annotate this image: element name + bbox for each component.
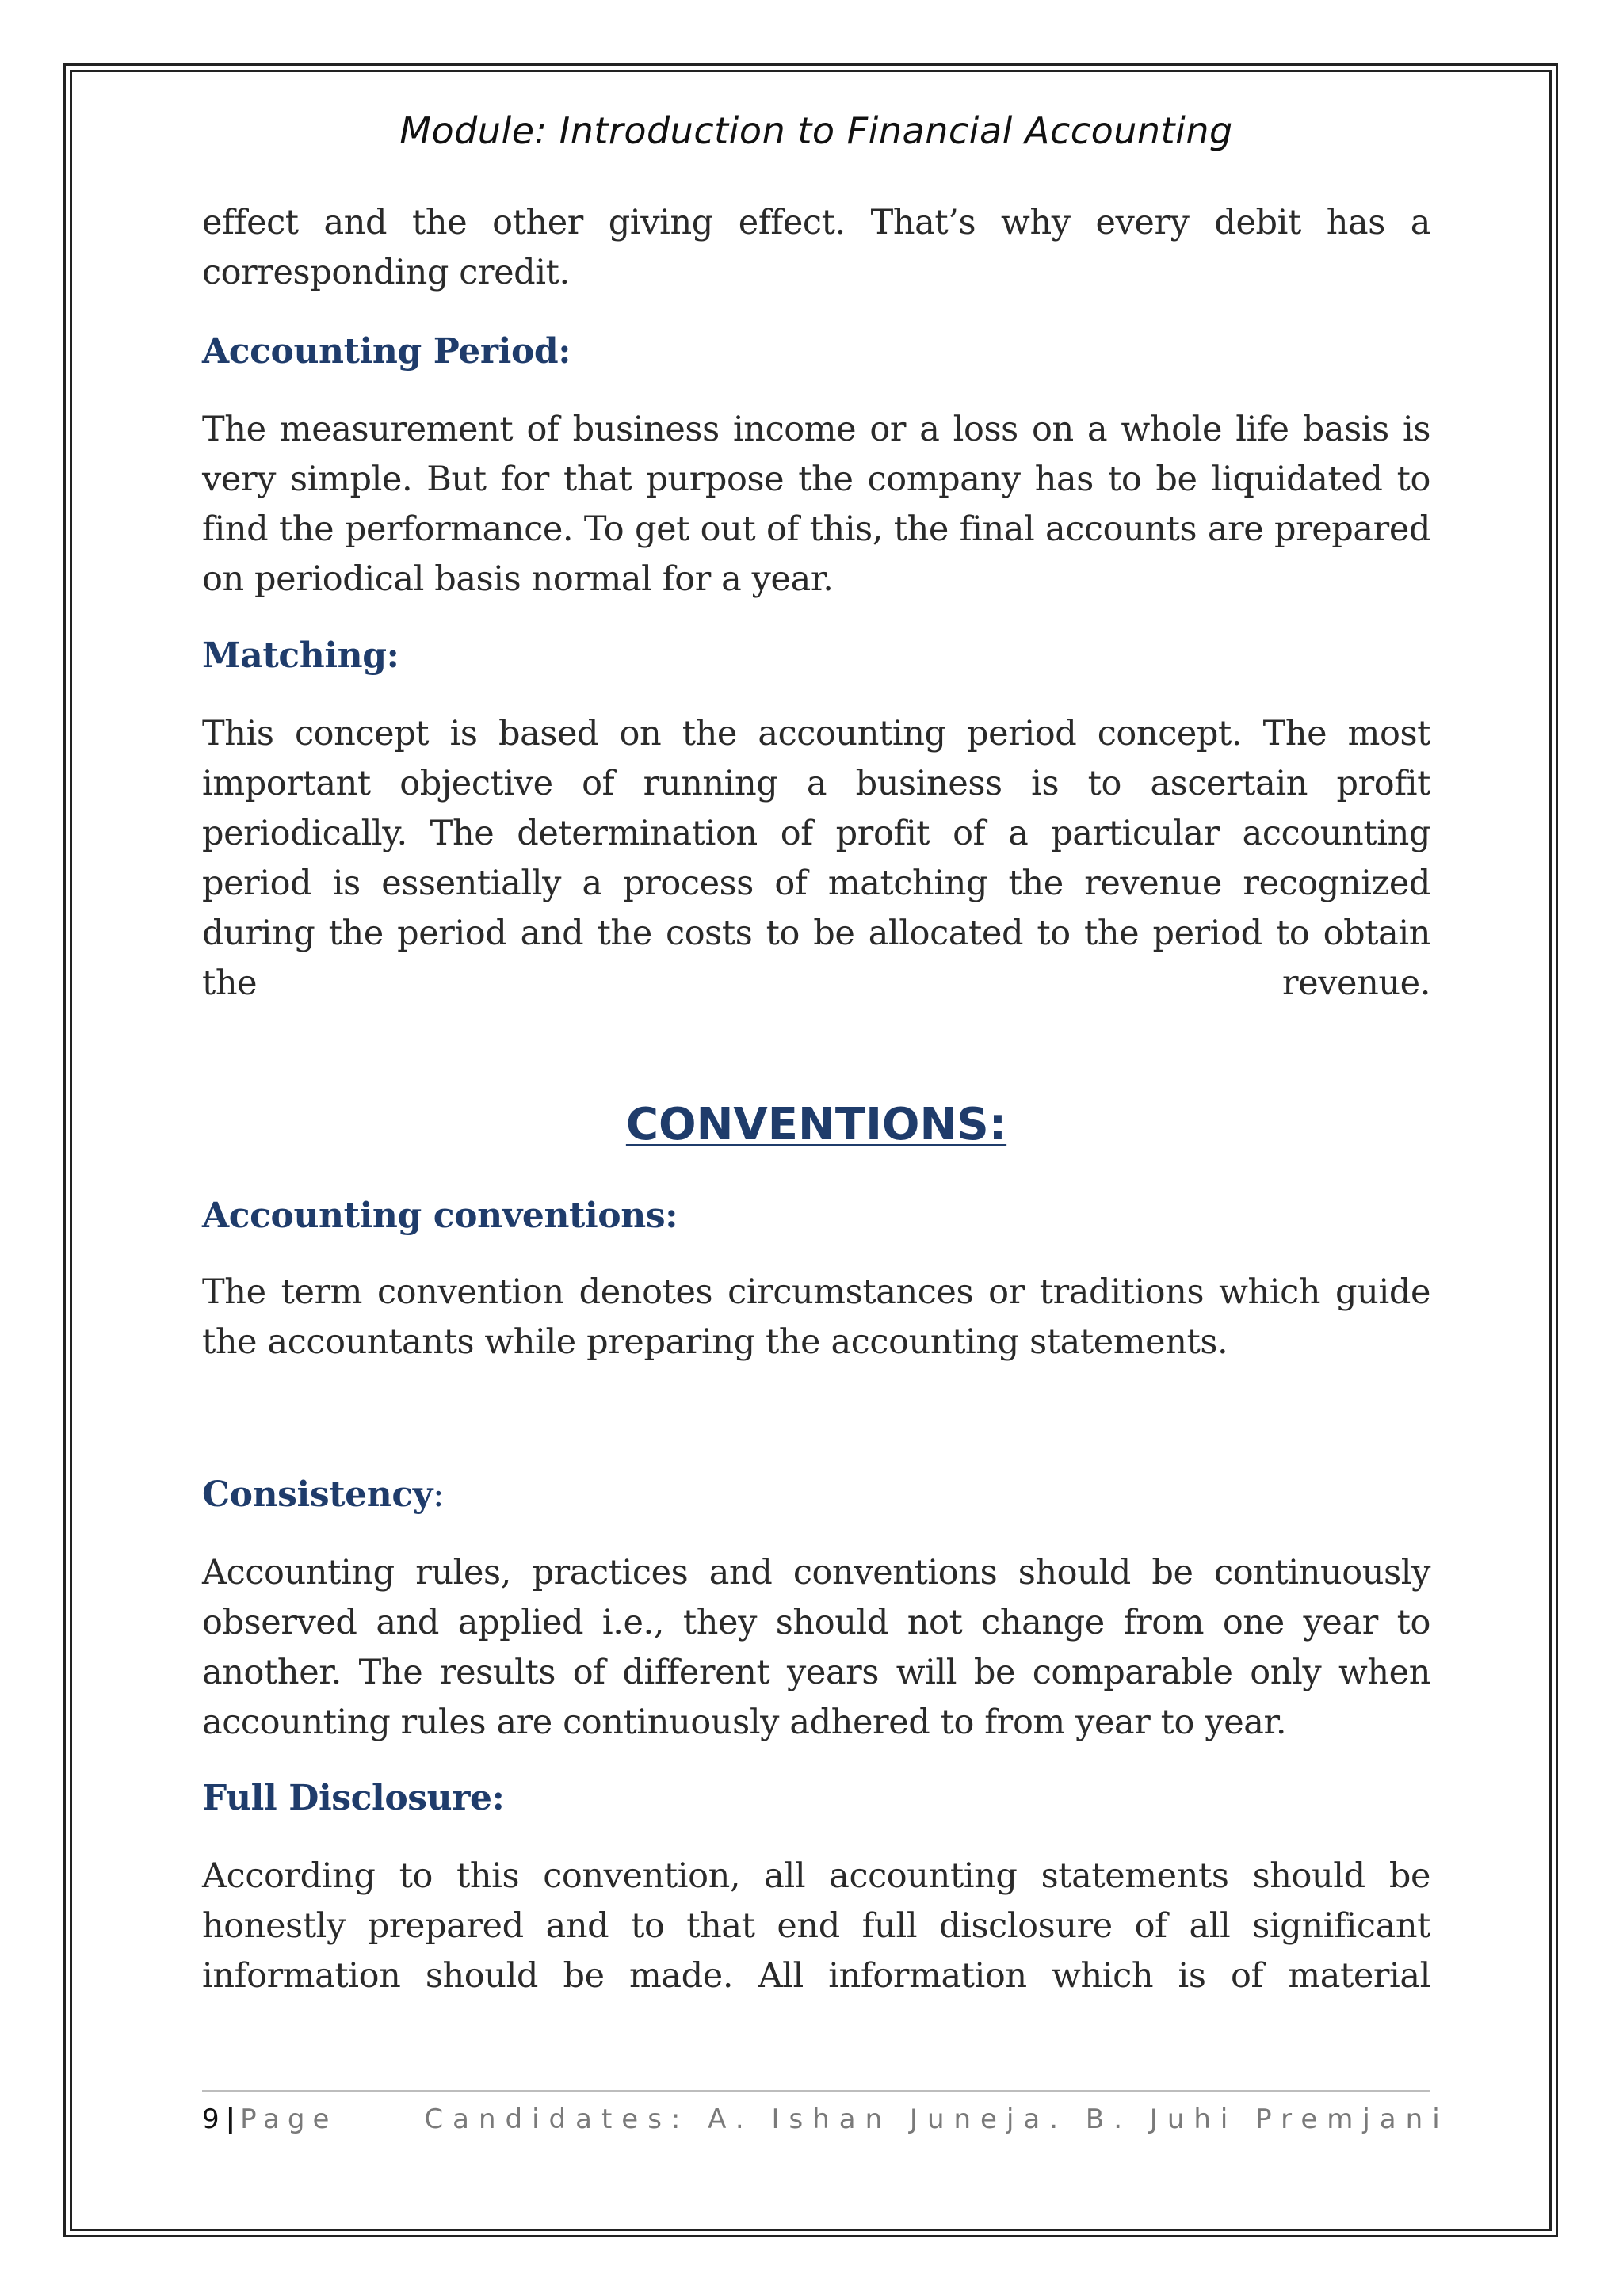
footer-divider xyxy=(202,2090,1430,2092)
full-disclosure-heading: Full Disclosure: xyxy=(202,1778,505,1818)
accounting-conventions-heading: Accounting conventions: xyxy=(202,1196,678,1236)
accounting-period-paragraph: The measurement of business income or a loss on a whole life basis is very simple. But for that purpose the company has to be liquidated to find the performance. To get out of this, the final accounts are prepared on periodical basis normal for a year. xyxy=(202,410,1430,599)
module-title: Module: Introduction to Financial Accounting xyxy=(399,109,1233,152)
accounting-period-heading: Accounting Period: xyxy=(202,331,571,372)
conventions-section-title: CONVENTIONS: xyxy=(625,1099,1007,1150)
page-footer xyxy=(202,2100,1449,2139)
full-disclosure-paragraph: According to this convention, all accounting statements should be honestly prepared and to that end full disclosure of all significant information should be made. All information which is of material xyxy=(202,1856,1430,1996)
footer-candidates: Candidates: A. Ishan Juneja. B. Juhi Premjani xyxy=(424,2103,1449,2135)
consistency-heading: Consistency: xyxy=(202,1474,445,1515)
accounting-conventions-paragraph: The term convention denotes circumstances or traditions which guide the accountants while preparing the accounting statements. xyxy=(202,1272,1430,1362)
consistency-paragraph: Accounting rules, practices and conventions should be continuously observed and applied i.e., they should not change from one year to another. The results of different years will be comparable only when accounting rules are continuously adhered to from year to year. xyxy=(202,1553,1430,1742)
matching-heading: Matching: xyxy=(202,635,399,676)
intro-paragraph: effect and the other giving effect. That’s why every debit has a corresponding credit. xyxy=(202,203,1430,292)
matching-paragraph: This concept is based on the accounting period concept. The most important objective of running a business is to ascertain profit periodically. The determination of profit of a particular accounting period is essentially a process of matching the revenue recognized during the period and the costs to be allocated to the period to obtain the revenue. xyxy=(202,714,1430,1003)
footer-separator: | xyxy=(225,2103,236,2135)
page-number: 9 xyxy=(202,2103,221,2135)
page-label: Page xyxy=(240,2103,338,2135)
